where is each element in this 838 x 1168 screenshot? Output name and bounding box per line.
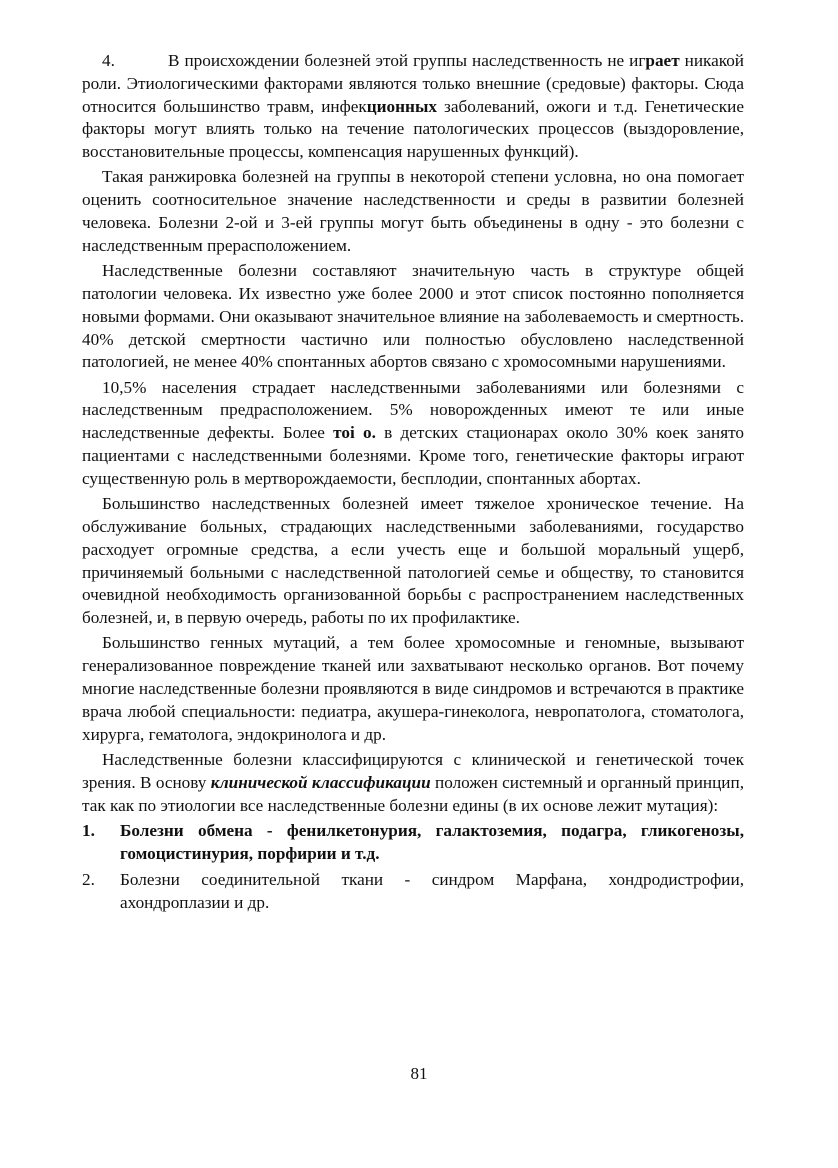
paragraph-text: положен системный и органный принцип, так как по этиологии все наследственные болезни едины (в их основе лежит мутация): bbox=[82, 772, 744, 815]
list-item bbox=[82, 869, 744, 915]
paragraph: Такая ранжировка болезней на группы в некоторой степени условна, но она помогает оценить соотносительное значение наследственности и среды в развитии болезней человека. Болезни 2-ой и 3-ей группы могут быть объединены в одну - это болезни с наследственным прерасположением. bbox=[82, 167, 744, 255]
paragraph-text: никакой роли. Этиологическими факторами являются только внешние (средовые) факторы. Сюда относится большинство травм, инфек bbox=[82, 51, 744, 116]
paragraph-text: В происхождении болезней этой группы наследственность не иг bbox=[168, 51, 646, 70]
paragraph: Наследственные болезни составляют значительную часть в структуре общей патологии человека. Их известно уже более 2000 и этот список постоянно пополняется новыми формами. Они оказывают значительное влияние на заболеваемость и смертность. 40% детской смертности частично или полностью обусловлено наследственной патологией, не менее 40% спонтанных абортов связано с хромосомными нарушениями. bbox=[82, 261, 744, 372]
paragraph bbox=[82, 50, 744, 164]
paragraph bbox=[82, 749, 744, 817]
paragraph-text: в детских стационарах около 30% коек занято пациентами с наследственными болезнями. Кроме того, генетические факторы играют существенную роль в мертворождаемости, бесплодии, спонтанных абортах. bbox=[82, 423, 744, 488]
list-text: Болезни обмена - фенилкетонурия, галактоземия, подагра, гликогенозы, гомоцистинурия, порфирии и т.д. bbox=[120, 820, 744, 863]
list-item bbox=[82, 820, 744, 866]
paragraph: Большинство генных мутаций, а тем более хромосомные и геномные, вызывают генерализованное повреждение тканей или захватывают несколько органов. Вот почему многие наследственные болезни проявляются в виде синдромов и встречаются в практике врача любой специальности: педиатра, акушера-гинеколога, невропатолога, стоматолога, хирурга, гематолога, эндокринолога и др. bbox=[82, 633, 744, 744]
emphasis-term: клинической классификации bbox=[210, 772, 431, 792]
paragraph-text: 10,5% населения страдает наследственными заболеваниями или болезнями с наследственным предрасположением. 5% новорожденных имеют те или иные наследственные дефекты. Более bbox=[82, 377, 744, 443]
page-number: 81 bbox=[410, 1064, 428, 1083]
bold-fragment: тоi о. bbox=[333, 423, 376, 443]
paragraph-number: 4. bbox=[102, 51, 115, 70]
paragraph bbox=[82, 377, 744, 491]
bold-fragment: ционных bbox=[366, 96, 437, 116]
list-number: 1. bbox=[82, 820, 95, 840]
paragraph-text: Наследственные болезни классифицируются с клинической и генетической точек зрения. В основу bbox=[82, 749, 744, 792]
bold-fragment: рает bbox=[645, 51, 680, 70]
paragraph-text: заболеваний, ожоги и т.д. Генетические факторы могут влиять только на течение патологических процессов (выздоровление, восстановительные процессы, компенсация нарушенных функций). bbox=[82, 96, 744, 162]
list-number: 2. bbox=[82, 870, 95, 890]
paragraph: Большинство наследственных болезней имеет тяжелое хроническое течение. На обслуживание больных, страдающих наследственными заболеваниями, государство расходует огромные средства, а если учесть еще и большой моральный ущерб, причиняемый больными с наследственной патологией семье и обществу, то становится очевидной необходимость организованной борьбы с распространением наследственных болезней, и, в первую очередь, работы по их профилактике. bbox=[82, 494, 744, 628]
list-text: Болезни соединительной ткани - синдром Марфана, хондродистрофии, ахондроплазии и др. bbox=[120, 870, 744, 913]
page-body bbox=[82, 50, 744, 919]
